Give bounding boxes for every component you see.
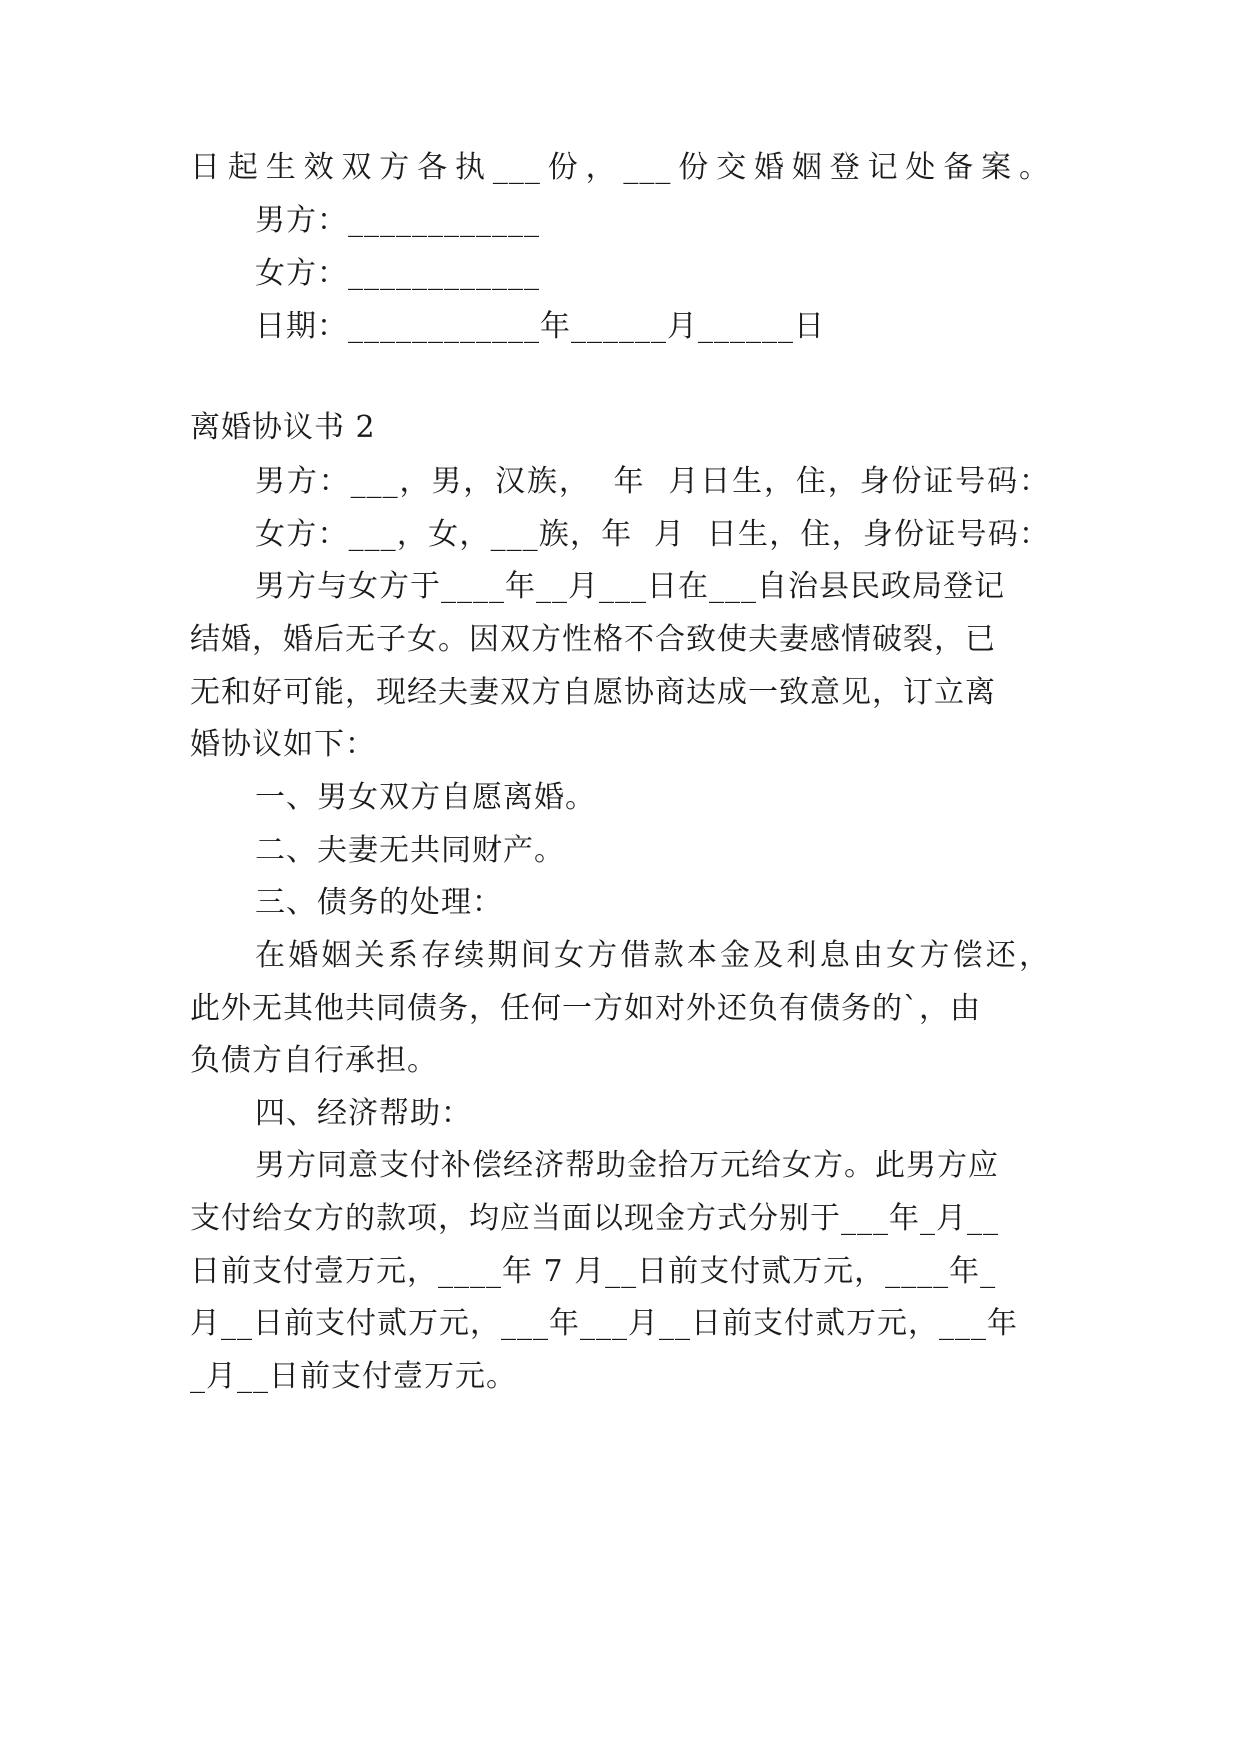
aid-line-4: 月__日前支付贰万元，___年___月__日前支付贰万元，___年 — [190, 1306, 1018, 1341]
male-info-line: 男方：___，男，汉族， 年 月日生，住，身份证号码： — [255, 464, 1050, 499]
debt-line-1: 在婚姻关系存续期间女方借款本金及利息由女方偿还， — [255, 938, 1050, 973]
debt-line-3: 负债方自行承担。 — [190, 1043, 438, 1078]
aid-line-3: 日前支付壹万元，____年 7 月__日前支付贰万元，____年_ — [190, 1254, 997, 1289]
paragraph-line-effect: 日起生效双方各执___份，___份交婚姻登记处备案。 — [190, 150, 1050, 185]
aid-line-1: 男方同意支付补偿经济帮助金拾万元给女方。此男方应 — [255, 1148, 999, 1183]
signature-male: 男方：____________ — [255, 203, 540, 238]
clause-4: 四、经济帮助： — [255, 1096, 472, 1131]
female-info-line: 女方：___，女，___族，年 月 日生，住，身份证号码： — [255, 517, 1050, 552]
debt-line-2: 此外无其他共同债务，任何一方如对外还负有债务的`，由 — [190, 991, 981, 1026]
signature-female: 女方：____________ — [255, 256, 540, 291]
intro-line-4: 婚协议如下： — [190, 727, 376, 762]
intro-line-2: 结婚，婚后无子女。因双方性格不合致使夫妻感情破裂，已 — [190, 622, 996, 657]
intro-line-3: 无和好可能，现经夫妻双方自愿协商达成一致意见，订立离 — [190, 675, 996, 710]
clause-2: 二、夫妻无共同财产。 — [255, 833, 565, 868]
signature-date: 日期：____________年______月______日 — [255, 309, 825, 344]
clause-1: 一、男女双方自愿离婚。 — [255, 780, 596, 815]
aid-line-2: 支付给女方的款项，均应当面以现金方式分别于___年_月__ — [190, 1201, 999, 1236]
section-title: 离婚协议书 2 — [190, 410, 376, 445]
clause-3: 三、债务的处理： — [255, 885, 503, 920]
aid-line-5: _月__日前支付壹万元。 — [190, 1359, 517, 1394]
intro-line-1: 男方与女方于____年__月___日在___自治县民政局登记 — [255, 569, 1005, 604]
